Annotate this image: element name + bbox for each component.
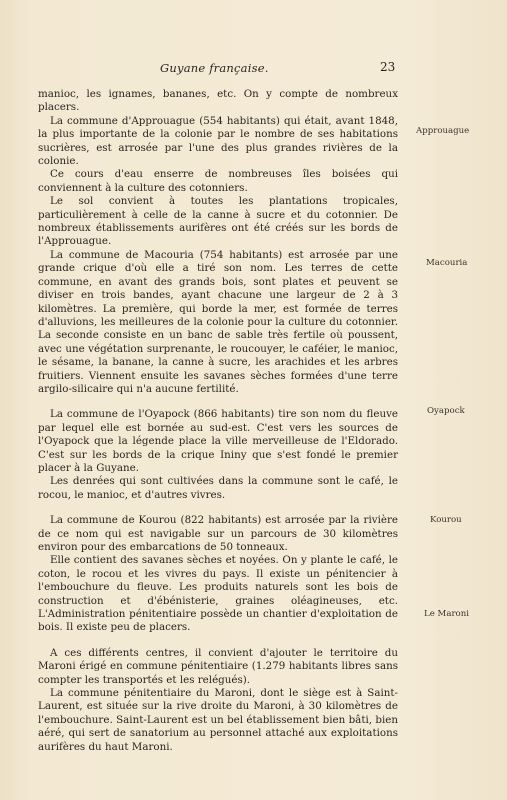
paragraph: manioc, les ignames, bananes, etc. On y compte de nombreux placers. — [38, 88, 398, 114]
page-body — [38, 88, 398, 754]
margin-note-macouria: Macouria — [426, 258, 468, 268]
paragraph: La commune de Kourou (822 habitants) est arrosée par la rivière de ce nom qui est navigable sur un parcours de 30 kilomètres environ pour des embarcations de 50 tonneaux. — [38, 514, 398, 553]
paragraph: La commune d'Approuague (554 habitants) qui était, avant 1848, la plus importante de la colonie par le nombre de ses habitations sucrières, est arrosée par l'une des plus grandes rivières de la colonie. — [38, 114, 398, 168]
paragraph: Le sol convient à toutes les plantations tropicales, particulièrement à celle de la canne à sucre et du cotonnier. De nombreux établissements aurifères ont été créés sur les bords de l'Approuague. — [38, 195, 398, 248]
margin-note-approuague: Approuague — [416, 126, 470, 136]
paragraph: La commune de l'Oyapock (866 habitants) tire son nom du fleuve par lequel elle est bornée au sud-est. C'est vers les sources de l'Oyapock que la légende place la ville merveilleuse de l'Eldorado. C'est sur les bords de la crique Ininy que s'est fondé le premier placer à la Guyane. — [38, 408, 398, 474]
running-head — [0, 61, 507, 77]
paragraph: Les denrées qui sont cultivées dans la commune sont le café, le rocou, le manioc, et d'autres vivres. — [38, 475, 398, 501]
paragraph: A ces différents centres, il convient d'ajouter le territoire du Maroni érigé en commune pénitentiaire (1.279 habitants libres sans compter les transportés et les relégués). — [38, 646, 398, 686]
margin-note-maroni: Le Maroni — [424, 609, 470, 619]
paragraph: La commune pénitentiaire du Maroni, dont le siège est à Saint-Laurent, est située sur la rive droite du Maroni, à 30 kilomètres de l'embouchure. Saint-Laurent est un bel établissement bien bâti, bien aéré, qui sert de sanatorium au personnel attaché aux exploitations aurifères du haut Maroni. — [38, 687, 398, 753]
page-number: 23 — [380, 60, 396, 74]
paragraph: La commune de Macouria (754 habitants) est arrosée par une grande crique d'où elle a tiré son nom. Les terres de cette commune, en avant des grands bois, sont plates et peuvent se diviser en trois bandes, ayant chacune une largeur de 2 à 3 kilomètres. La première, qui borde la mer, est formée de terres d'alluvions, les meilleures de la colonie pour la culture du cotonnier. La seconde consiste en un banc de sable très fertile où poussent, avec une végétation surprenante, le roucouyer, le caféier, le manioc, le sésame, la banane, la canne à sucre, les arachides et les arbres fruitiers. Viennent ensuite les savanes sèches formées d'une terre argilo-silicaire qui n'a aucune fertilité. — [38, 248, 398, 395]
running-head-title: Guyane française. — [160, 61, 269, 75]
paragraph: Elle contient des savanes sèches et noyées. On y plante le café, le coton, le rocou et les vivres du pays. Il existe un pénitencier à l'embouchure du fleuve. Les produits naturels sont les bois de construction et d'ébénisterie, graines oléagineuses, etc. L'Administration pénitentiaire possède un chantier d'exploitation de bois. Il existe peu de placers. — [38, 554, 398, 634]
margin-note-oyapock: Oyapock — [427, 406, 465, 416]
paragraph: Ce cours d'eau enserre de nombreuses îles boisées qui conviennent à la culture des cotonniers. — [38, 168, 398, 194]
margin-note-kourou: Kourou — [430, 515, 462, 525]
